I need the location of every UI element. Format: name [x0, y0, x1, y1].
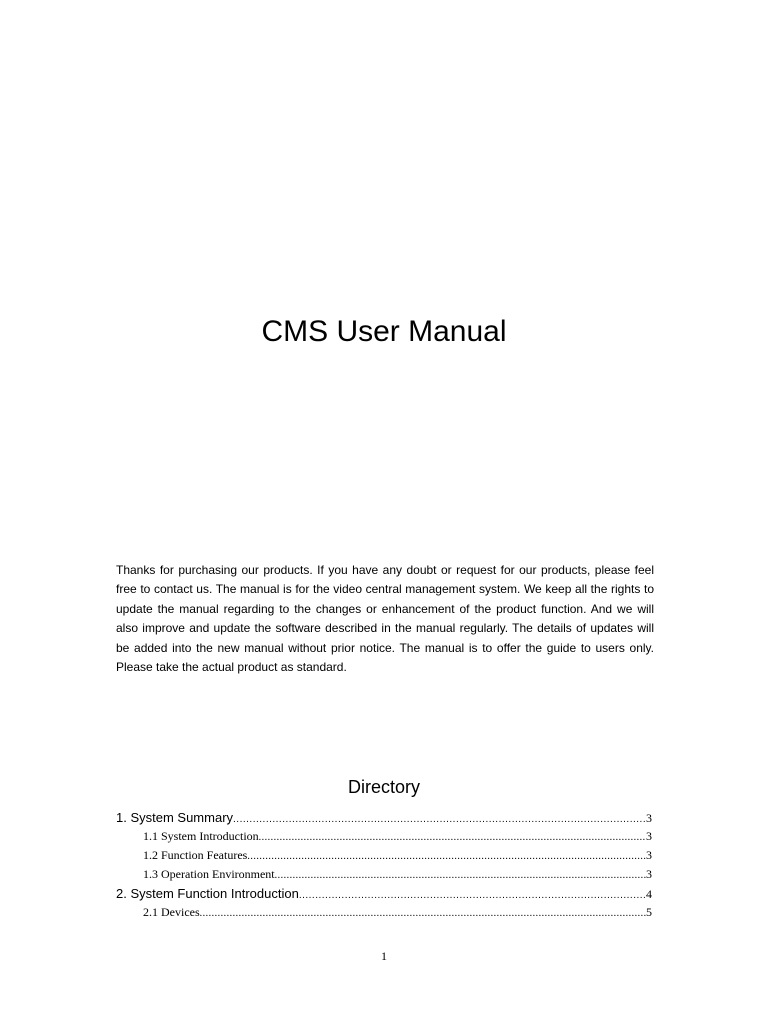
document-title: CMS User Manual: [261, 315, 507, 348]
intro-paragraph: Thanks for purchasing our products. If you have any doubt or request for our products, please feel free to contact us. The manual is for the video central management system. We keep all the rights to update the manual regarding to the changes or enhancement of the product function. And we will also improve and update the software described in the manual regularly. The details of updates will be added into the new manual without prior notice. The manual is to offer the guide to users only. Please take the actual product as standard.: [116, 563, 654, 675]
toc-dot-leader: [259, 828, 646, 846]
toc-entry-system-function-introduction[interactable]: [116, 884, 652, 903]
page-number: 1: [381, 949, 387, 963]
toc-entry-function-features[interactable]: [116, 846, 652, 865]
table-of-contents: [116, 808, 652, 922]
toc-entry-system-summary[interactable]: [116, 808, 652, 827]
toc-entry-devices[interactable]: [116, 903, 652, 922]
toc-entry-system-introduction[interactable]: [116, 827, 652, 846]
toc-entry-label: 2. System Function Introduction: [116, 886, 299, 901]
toc-dot-leader: [275, 866, 646, 884]
directory-heading: Directory: [347, 777, 420, 797]
toc-entry-label: 1.3 Operation Environment: [143, 867, 275, 881]
toc-entry-label: 1.2 Function Features: [143, 848, 248, 862]
toc-entry-operation-environment[interactable]: [116, 865, 652, 884]
toc-dot-leader: [233, 810, 646, 827]
toc-entry-page: 5: [646, 905, 652, 919]
toc-entry-page: 4: [646, 887, 652, 901]
toc-dot-leader: [200, 904, 646, 922]
toc-entry-label: 1.1 System Introduction: [143, 829, 259, 843]
toc-entry-label: 1. System Summary: [116, 810, 234, 825]
toc-entry-label: 2.1 Devices: [143, 905, 200, 919]
toc-dot-leader: [299, 886, 646, 903]
toc-entry-page: 3: [646, 867, 652, 881]
toc-dot-leader: [247, 847, 646, 865]
toc-entry-page: 3: [646, 811, 652, 825]
toc-entry-page: 3: [646, 829, 652, 843]
toc-entry-page: 3: [646, 848, 652, 862]
